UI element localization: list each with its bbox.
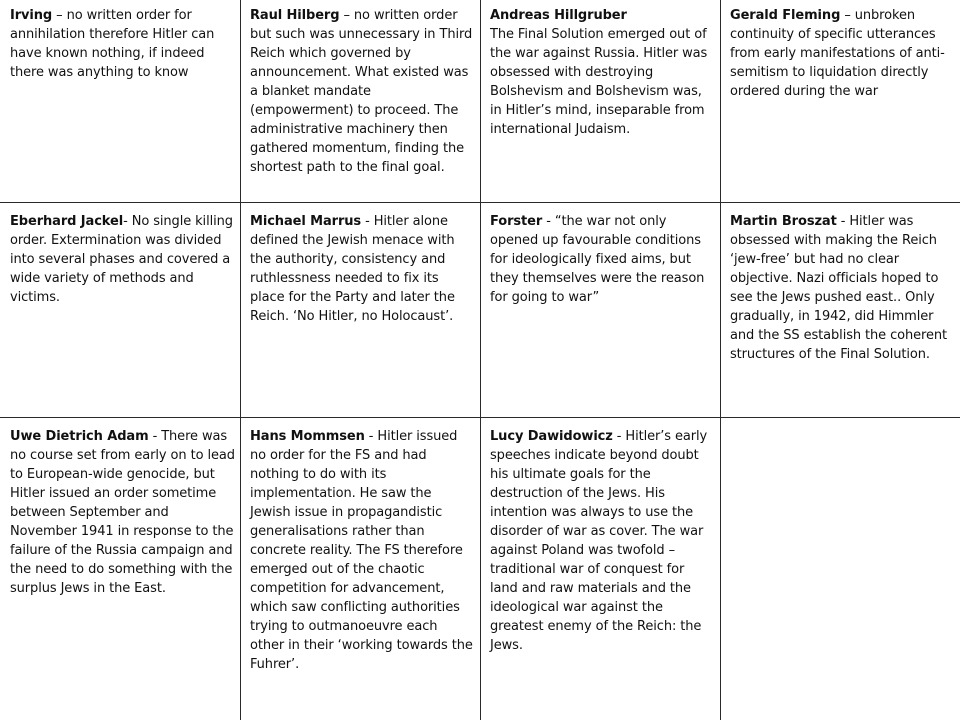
name-separator: –	[840, 8, 855, 23]
name-separator: -	[612, 429, 626, 444]
table-cell-irving	[10, 6, 236, 82]
historian-view: “the war not only opened up favourable conditions for ideologically fixed aims, but they themselves were the reason for going to war”	[490, 214, 705, 305]
name-separator: -	[836, 214, 850, 229]
historian-view: no written order for annihilation therefore Hitler can have known nothing, if indeed there was anything to know	[10, 8, 215, 80]
historian-view: Hitler alone defined the Jewish menace with the authority, consistency and ruthlessness needed to fix its place for the Party and later the Reich. ‘No Hitler, no Holocaust’.	[250, 214, 455, 324]
historian-view: no written order but such was unnecessary in Third Reich which governed by announcement. What existed was a blanket mandate (empowerment) to proceed. The administrative machinery then gathered momentum, finding the shortest path to the final goal.	[250, 8, 473, 175]
historian-name: Hans Mommsen	[250, 429, 365, 444]
table-cell-broszat	[730, 212, 956, 364]
table-cell-hillgruber	[490, 6, 714, 139]
table-row-divider	[0, 417, 960, 418]
historian-view: No single killing order. Extermination was divided into several phases and covered a wide variety of methods and victims.	[10, 214, 233, 305]
historian-name: Michael Marrus	[250, 214, 362, 229]
historian-name: Raul Hilberg	[250, 8, 340, 23]
historian-name: Andreas Hillgruber	[490, 8, 627, 23]
name-separator: -	[123, 214, 132, 229]
table-column-divider	[240, 0, 241, 720]
table-cell-fleming	[730, 6, 956, 101]
name-separator: –	[339, 8, 354, 23]
table-cell-mommsen	[250, 427, 474, 674]
historian-view: The Final Solution emerged out of the war against Russia. Hitler was obsessed with destroying Bolshevism and Bolshevism was, in Hitler’s mind, inseparable from international Judaism.	[490, 27, 708, 137]
table-cell-jackel	[10, 212, 234, 307]
name-separator: -	[542, 214, 555, 229]
name-separator: –	[52, 8, 67, 23]
name-separator: -	[148, 429, 162, 444]
table-cell-dawidowicz	[490, 427, 714, 655]
historian-name: Martin Broszat	[730, 214, 837, 229]
name-separator: -	[361, 214, 374, 229]
historian-view: Hitler issued no order for the FS and had nothing to do with its implementation. He saw the Jewish issue in propagandistic generalisations rather than concrete reality. The FS therefore emerged out of the chaotic competition for advancement, which saw conflicting authorities trying to outmanoeuvre each other in their ‘working towards the Fuhrer’.	[250, 429, 473, 672]
historian-name: Lucy Dawidowicz	[490, 429, 613, 444]
table-cell-adam	[10, 427, 236, 598]
table-cell-hilberg	[250, 6, 474, 177]
historian-view: unbroken continuity of specific utterances from early manifestations of anti-semitism to liquidation directly ordered during the war	[730, 8, 945, 99]
historian-name: Forster	[490, 214, 543, 229]
table-cell-marrus	[250, 212, 474, 326]
historian-name: Gerald Fleming	[730, 8, 841, 23]
historian-view: There was no course set from early on to lead to European-wide genocide, but Hitler issued an order sometime between September and November 1941 in response to the failure of the Russia campaign and the need to do something with the surplus Jews in the East.	[10, 429, 235, 596]
table-column-divider	[480, 0, 481, 720]
table-cell-forster	[490, 212, 714, 307]
table-row-divider	[0, 202, 960, 203]
historian-name: Irving	[10, 8, 53, 23]
historian-view: Hitler’s early speeches indicate beyond doubt his ultimate goals for the destruction of the Jews. His intention was always to use the disorder of war as cover. The war against Poland was twofold – traditional war of conquest for land and raw materials and the ideological war against the greatest enemy of the Reich: the Jews.	[490, 429, 708, 653]
historian-name: Eberhard Jackel	[10, 214, 124, 229]
name-separator: -	[364, 429, 378, 444]
table-column-divider	[720, 0, 721, 720]
historian-name: Uwe Dietrich Adam	[10, 429, 149, 444]
historian-view: Hitler was obsessed with making the Reich ‘jew-free’ but had no clear objective. Nazi officials hoped to see the Jews pushed east.. Only gradually, in 1942, did Himmler and the SS establish the coherent structures of the Final Solution.	[730, 214, 948, 362]
